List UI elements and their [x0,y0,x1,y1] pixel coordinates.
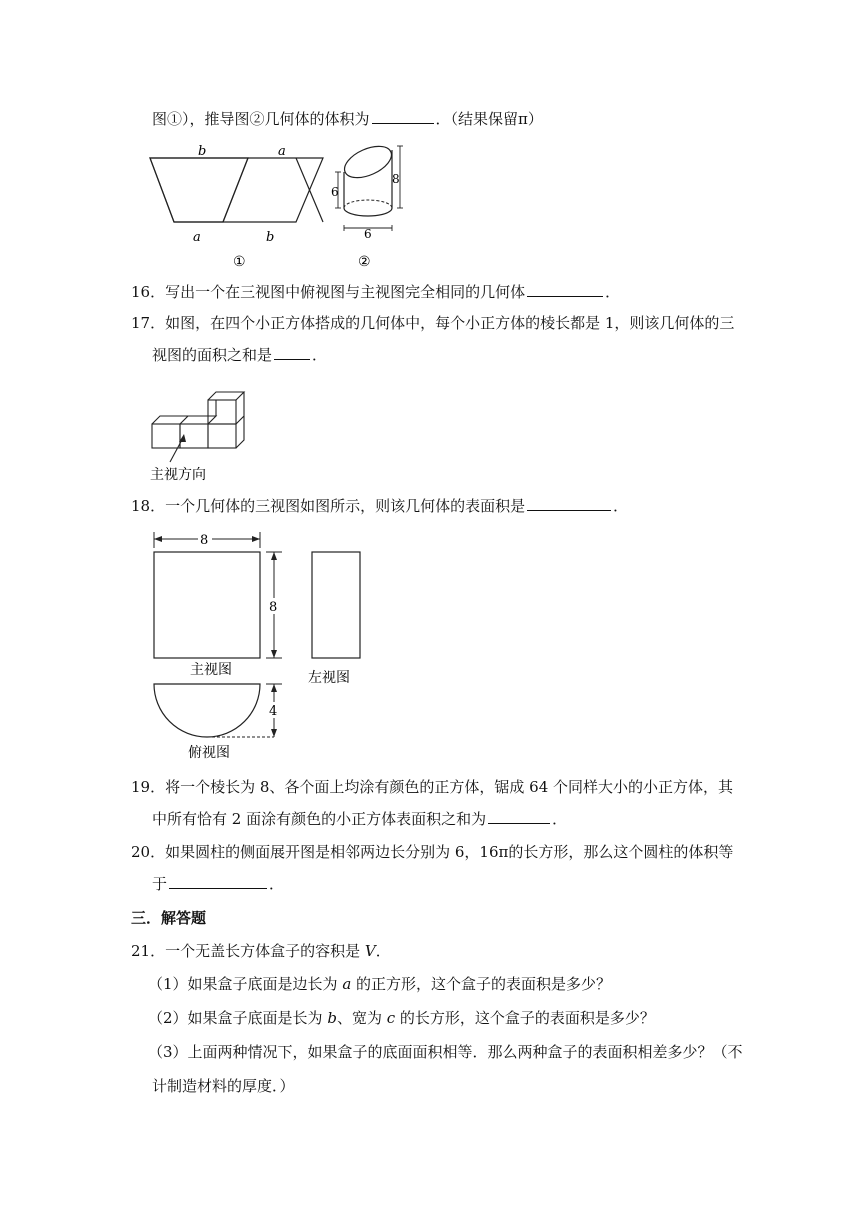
answer-blank[interactable] [372,109,434,124]
question-19-line1: 19．将一个棱长为 8、各个面上均涂有颜色的正方体，锯成 64 个同样大小的小正方体，其 [131,778,734,796]
q15-figure [148,142,406,270]
question-18: 18．一个几何体的三视图如图所示，则该几何体的表面积是 ． [131,497,629,515]
question-21-part3-line2: 计制造材料的厚度．） [152,1077,295,1095]
dim-depth-4: 4 [269,704,278,719]
front-view-caption: 主视图 [190,662,232,678]
top-view-caption: 俯视图 [188,745,230,761]
answer-blank[interactable] [274,345,310,360]
question-17-line2: 视图的面积之和是 ． [152,346,328,364]
q18-three-view-figure [148,528,368,764]
answer-blank[interactable] [488,809,550,824]
fig-label-a-top: a [278,144,286,159]
question-21-stem: 21．一个无盖长方体盒子的容积是 V． [131,942,391,960]
dim-height-8: 8 [269,600,278,615]
fig-dim-6-bottom: 6 [364,227,372,241]
question-21-part2: （2）如果盒子底面是长为 b、宽为 c 的长方形，这个盒子的表面积是多少？ [148,1009,655,1027]
fig-caption-view-direction: 主视方向 [150,467,206,482]
question-20-line2: 于 ． [152,875,285,893]
answer-blank[interactable] [527,282,603,297]
fig-label-a-bottom: a [193,230,201,245]
question-19-line2: 中所有恰有 2 面涂有颜色的小正方体表面积之和为 ． [152,810,568,828]
question-17-line1: 17．如图，在四个小正方体搭成的几何体中，每个小正方体的棱长都是 1，则该几何体的三 [131,314,735,332]
dim-width-8: 8 [200,533,209,548]
fig-label-b-top: b [198,144,207,159]
answer-blank[interactable] [169,874,267,889]
answer-blank[interactable] [527,496,611,511]
question-21-part3-line1: （3）上面两种情况下，如果盒子的底面面积相等．那么两种盒子的表面积相差多少？（不 [148,1043,743,1061]
question-21-part1: （1）如果盒子底面是边长为 a 的正方形，这个盒子的表面积是多少？ [148,975,612,993]
question-16: 16．写出一个在三视图中俯视图与主视图完全相同的几何体 ． [131,283,621,301]
q17-cube-figure [148,382,248,482]
fig-label-b-bottom: b [266,230,275,245]
left-view-caption: 左视图 [308,670,350,686]
q15-tail-line: 图①），推导图②几何体的体积为 ．（结果保留π） [152,110,543,128]
fig-caption-1: ① [233,254,246,270]
fig-caption-2: ② [358,254,371,270]
section-title: 三．解答题 [131,909,207,927]
question-20-line1: 20．如果圆柱的侧面展开图是相邻两边长分别为 6，16π的长方形，那么这个圆柱的体积等 [131,843,734,861]
fig-dim-8-right: 8 [392,172,400,186]
fig-dim-6-left: 6 [331,185,339,199]
